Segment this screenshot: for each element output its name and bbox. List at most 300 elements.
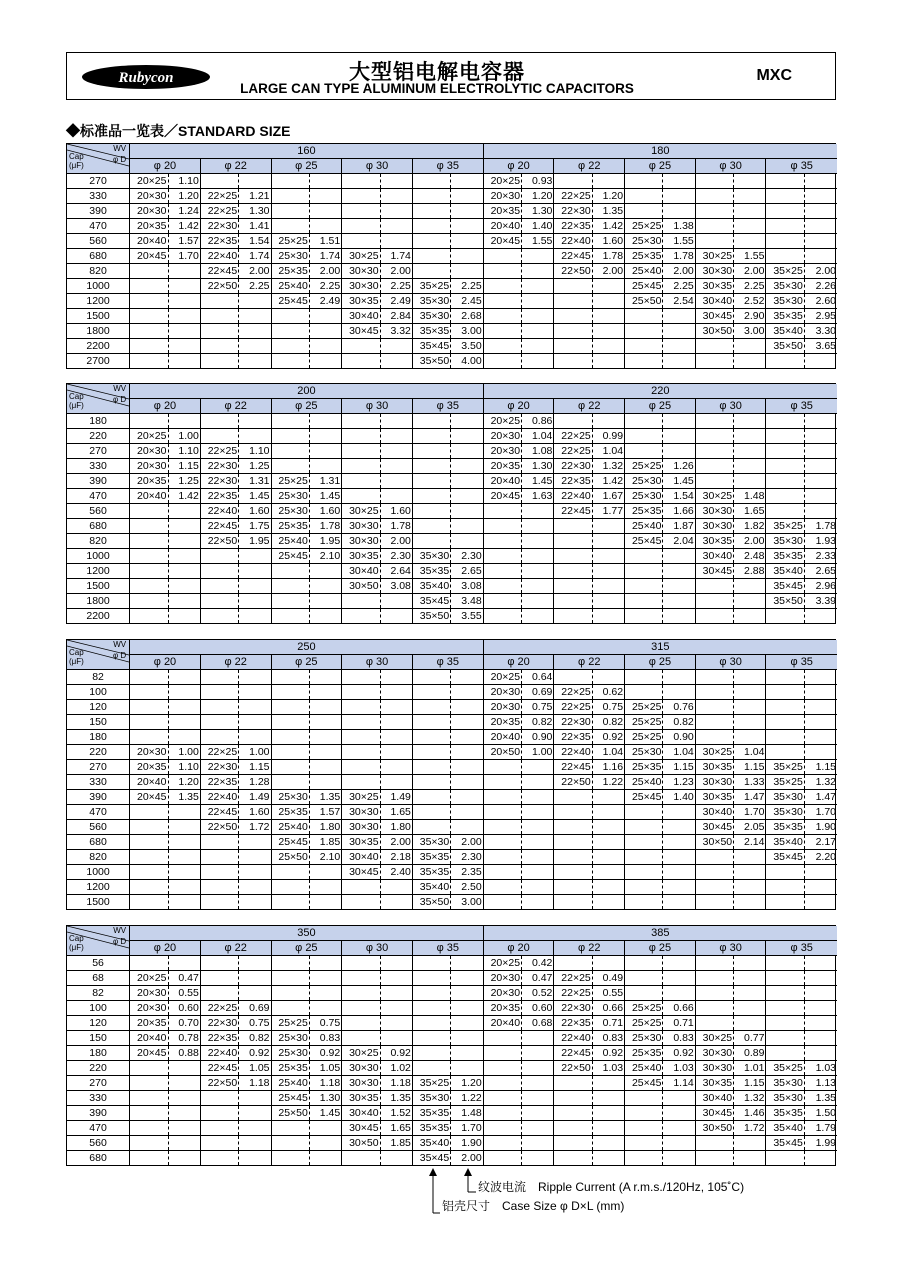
ripple-current-cell	[804, 1031, 837, 1046]
case-size-cell	[695, 1136, 733, 1151]
ripple-current-cell	[168, 805, 200, 820]
case-size-cell	[342, 685, 380, 700]
case-size-cell: 30×30	[342, 805, 380, 820]
capacitance-cell: 180	[67, 1046, 130, 1061]
ripple-current-cell: 1.63	[522, 489, 554, 504]
case-size-cell: 22×45	[554, 1046, 592, 1061]
ripple-current-cell	[522, 835, 554, 850]
ripple-current-cell: 3.00	[451, 324, 483, 339]
ripple-current-cell	[663, 429, 695, 444]
ripple-current-cell	[168, 534, 200, 549]
table-row	[67, 715, 837, 730]
capacitance-cell: 150	[67, 715, 130, 730]
case-size-cell	[271, 354, 309, 369]
case-size-cell: 20×40	[130, 234, 168, 249]
ripple-current-cell	[734, 1136, 766, 1151]
case-size-cell: 35×30	[766, 805, 804, 820]
capacitance-cell: 270	[67, 1076, 130, 1091]
series-code: MXC	[756, 67, 792, 84]
ripple-current-cell	[522, 805, 554, 820]
case-size-cell	[412, 189, 450, 204]
ripple-current-cell	[522, 1121, 554, 1136]
case-size-cell: 22×25	[554, 700, 592, 715]
case-size-cell	[554, 534, 592, 549]
ripple-current-cell: 1.65	[734, 504, 766, 519]
ripple-current-cell	[451, 1016, 483, 1031]
ripple-current-cell	[168, 279, 200, 294]
case-size-cell	[766, 474, 804, 489]
case-size-cell	[554, 835, 592, 850]
ripple-current-cell	[522, 609, 554, 624]
capacitance-cell: 1200	[67, 294, 130, 309]
capacitance-cell: 68	[67, 971, 130, 986]
case-size-cell	[342, 459, 380, 474]
ripple-current-cell	[734, 880, 766, 895]
case-size-cell	[130, 956, 168, 971]
ripple-current-cell	[663, 956, 695, 971]
ripple-current-cell	[451, 459, 483, 474]
capacitance-cell: 1200	[67, 564, 130, 579]
case-size-cell	[695, 715, 733, 730]
case-size-cell	[200, 579, 238, 594]
ripple-current-cell	[522, 564, 554, 579]
case-size-cell: 35×30	[412, 549, 450, 564]
case-size-cell	[625, 189, 663, 204]
ripple-current-cell	[168, 549, 200, 564]
ripple-current-cell	[309, 189, 341, 204]
ripple-current-cell: 1.15	[734, 1076, 766, 1091]
ripple-current-cell: 1.87	[663, 519, 695, 534]
ripple-current-cell	[451, 204, 483, 219]
ripple-current-cell	[239, 850, 271, 865]
case-size-cell	[483, 279, 521, 294]
ripple-current-cell	[451, 790, 483, 805]
diameter-header: φ 25	[625, 655, 696, 670]
case-size-cell	[342, 429, 380, 444]
ripple-current-cell	[522, 1076, 554, 1091]
case-size-cell	[695, 880, 733, 895]
case-size-cell	[412, 971, 450, 986]
table-row	[67, 414, 837, 429]
case-size-cell	[554, 519, 592, 534]
ripple-current-cell	[168, 1091, 200, 1106]
ripple-current-cell	[592, 534, 624, 549]
ripple-current-cell: 1.28	[239, 775, 271, 790]
diameter-header: φ 30	[695, 655, 766, 670]
case-size-cell: 20×50	[483, 745, 521, 760]
ripple-current-cell	[239, 715, 271, 730]
ripple-current-cell	[592, 790, 624, 805]
ripple-current-cell	[592, 835, 624, 850]
ripple-current-cell: 1.80	[380, 820, 412, 835]
ripple-current-cell: 2.49	[380, 294, 412, 309]
ripple-current-cell: 1.55	[663, 234, 695, 249]
ripple-current-cell	[309, 459, 341, 474]
ripple-current-cell	[380, 174, 412, 189]
case-size-cell	[625, 444, 663, 459]
ripple-current-cell	[592, 594, 624, 609]
ripple-current-cell	[592, 294, 624, 309]
case-size-cell: 22×50	[554, 775, 592, 790]
case-size-cell	[200, 835, 238, 850]
table-row	[67, 1121, 837, 1136]
ripple-current-cell: 0.92	[380, 1046, 412, 1061]
ripple-current-cell	[522, 309, 554, 324]
ripple-current-cell: 1.49	[380, 790, 412, 805]
diameter-header: φ 30	[342, 159, 413, 174]
ripple-current-cell: 1.03	[804, 1061, 837, 1076]
case-size-cell	[554, 956, 592, 971]
case-size-cell: 20×30	[483, 189, 521, 204]
case-size-cell: 20×30	[483, 700, 521, 715]
case-size-cell	[695, 174, 733, 189]
case-size-cell	[200, 880, 238, 895]
ripple-current-cell	[309, 174, 341, 189]
ripple-current-cell	[734, 474, 766, 489]
ripple-current-cell: 1.66	[663, 504, 695, 519]
ripple-current-cell: 1.30	[239, 204, 271, 219]
ripple-current-cell	[239, 986, 271, 1001]
case-size-cell	[342, 444, 380, 459]
case-size-cell: 30×35	[695, 279, 733, 294]
ripple-current-cell	[380, 956, 412, 971]
ripple-current-cell: 1.20	[168, 775, 200, 790]
case-size-cell: 35×40	[766, 564, 804, 579]
corner-wv-label: WV	[113, 144, 127, 153]
diameter-header: φ 25	[271, 399, 342, 414]
diameter-header: φ 20	[483, 655, 554, 670]
ripple-current-cell	[592, 850, 624, 865]
case-size-cell	[412, 1061, 450, 1076]
case-size-cell: 22×30	[554, 459, 592, 474]
ripple-current-cell	[734, 594, 766, 609]
case-size-cell	[625, 594, 663, 609]
ripple-current-cell: 1.18	[309, 1076, 341, 1091]
ripple-current-cell	[451, 444, 483, 459]
case-size-cell	[554, 279, 592, 294]
ripple-current-cell	[804, 444, 837, 459]
case-size-cell	[130, 534, 168, 549]
case-size-cell	[271, 609, 309, 624]
ripple-current-cell: 2.54	[663, 294, 695, 309]
case-size-cell	[130, 504, 168, 519]
ripple-current-cell: 0.83	[592, 1031, 624, 1046]
ripple-current-cell: 1.45	[522, 474, 554, 489]
case-size-cell: 22×50	[200, 1076, 238, 1091]
ripple-current-cell	[734, 715, 766, 730]
case-size-cell: 22×45	[200, 805, 238, 820]
legend	[418, 1168, 758, 1218]
ripple-current-cell: 1.14	[663, 1076, 695, 1091]
case-size-cell	[412, 805, 450, 820]
case-size-cell	[271, 685, 309, 700]
ripple-current-cell: 1.57	[309, 805, 341, 820]
ripple-current-cell	[239, 956, 271, 971]
ripple-current-cell	[734, 1001, 766, 1016]
case-size-cell	[483, 1076, 521, 1091]
ripple-current-cell	[522, 534, 554, 549]
case-size-cell: 25×25	[625, 1001, 663, 1016]
ripple-current-cell	[380, 1151, 412, 1166]
ripple-current-cell: 2.40	[380, 865, 412, 880]
ripple-current-cell	[734, 219, 766, 234]
table-row	[67, 504, 837, 519]
ripple-current-cell: 1.25	[239, 459, 271, 474]
ripple-current-cell: 1.22	[592, 775, 624, 790]
ripple-current-cell	[380, 474, 412, 489]
capacitance-cell: 220	[67, 429, 130, 444]
ripple-current-cell	[168, 730, 200, 745]
ripple-current-cell	[309, 444, 341, 459]
ripple-current-cell	[804, 249, 837, 264]
case-size-cell	[130, 549, 168, 564]
ripple-current-cell	[522, 850, 554, 865]
table-row	[67, 850, 837, 865]
table-row	[67, 820, 837, 835]
case-size-cell: 25×25	[271, 234, 309, 249]
case-size-cell	[412, 1046, 450, 1061]
table-row	[67, 174, 837, 189]
ripple-current-cell: 2.00	[804, 264, 837, 279]
ripple-current-cell	[522, 760, 554, 775]
case-size-cell	[695, 414, 733, 429]
case-size-cell: 25×25	[625, 219, 663, 234]
ripple-current-cell	[309, 895, 341, 910]
case-size-cell: 35×35	[412, 564, 450, 579]
ripple-current-cell: 2.95	[804, 309, 837, 324]
ripple-current-cell	[168, 1106, 200, 1121]
ripple-current-cell	[451, 519, 483, 534]
case-size-cell	[200, 354, 238, 369]
ripple-current-cell: 2.00	[309, 264, 341, 279]
case-size-cell	[342, 1031, 380, 1046]
ripple-current-cell	[734, 1151, 766, 1166]
ripple-current-cell: 1.48	[734, 489, 766, 504]
legend-case-size: 铝壳尺寸 Case Size φ D×L (mm)	[442, 1199, 625, 1213]
case-size-cell	[483, 775, 521, 790]
diameter-header: φ 20	[130, 655, 201, 670]
case-size-cell: 20×40	[483, 1016, 521, 1031]
case-size-cell	[271, 174, 309, 189]
ripple-current-cell	[451, 1001, 483, 1016]
case-size-cell: 22×45	[200, 1061, 238, 1076]
case-size-cell: 20×40	[483, 730, 521, 745]
capacitance-cell: 390	[67, 1106, 130, 1121]
diameter-header: φ 25	[625, 159, 696, 174]
case-size-cell	[625, 670, 663, 685]
ripple-current-cell: 0.70	[168, 1016, 200, 1031]
capacitance-cell: 82	[67, 670, 130, 685]
case-size-cell	[695, 986, 733, 1001]
ripple-current-cell: 0.82	[239, 1031, 271, 1046]
case-size-cell: 35×30	[766, 790, 804, 805]
ripple-current-cell: 2.88	[734, 564, 766, 579]
ripple-current-cell	[522, 339, 554, 354]
ripple-current-cell: 1.22	[451, 1091, 483, 1106]
diameter-header: φ 30	[695, 159, 766, 174]
case-size-cell: 35×45	[766, 1136, 804, 1151]
case-size-cell: 20×30	[130, 745, 168, 760]
ripple-current-cell: 2.25	[309, 279, 341, 294]
ripple-current-cell: 3.00	[734, 324, 766, 339]
case-size-cell: 35×45	[766, 850, 804, 865]
case-size-cell: 20×35	[130, 219, 168, 234]
case-size-cell: 22×35	[200, 775, 238, 790]
case-size-cell	[625, 820, 663, 835]
case-size-cell: 30×50	[695, 1121, 733, 1136]
case-size-cell	[271, 219, 309, 234]
case-size-cell	[483, 264, 521, 279]
case-size-cell	[695, 189, 733, 204]
ripple-current-cell	[239, 309, 271, 324]
ripple-current-cell	[522, 249, 554, 264]
case-size-cell: 22×30	[200, 474, 238, 489]
case-size-cell	[412, 986, 450, 1001]
ripple-current-cell	[522, 519, 554, 534]
diameter-header: φ 25	[271, 159, 342, 174]
case-size-cell: 35×25	[766, 775, 804, 790]
table-row	[67, 745, 837, 760]
capacitance-cell: 820	[67, 534, 130, 549]
ripple-current-cell	[451, 504, 483, 519]
ripple-current-cell	[309, 986, 341, 1001]
ripple-current-cell	[309, 414, 341, 429]
table-row	[67, 1046, 837, 1061]
case-size-cell	[554, 1106, 592, 1121]
case-size-cell: 25×40	[271, 820, 309, 835]
case-size-cell	[766, 880, 804, 895]
ripple-current-cell	[804, 745, 837, 760]
capacitance-cell: 470	[67, 489, 130, 504]
ripple-current-cell	[522, 294, 554, 309]
case-size-cell	[412, 760, 450, 775]
ripple-current-cell: 1.42	[592, 474, 624, 489]
capacitance-cell: 330	[67, 1091, 130, 1106]
case-size-cell: 22×25	[200, 444, 238, 459]
ripple-current-cell	[663, 1136, 695, 1151]
case-size-cell: 25×30	[625, 474, 663, 489]
case-size-cell: 35×50	[412, 609, 450, 624]
case-size-cell: 25×40	[625, 775, 663, 790]
capacitance-cell: 820	[67, 264, 130, 279]
case-size-cell: 20×35	[483, 1001, 521, 1016]
ripple-current-cell: 1.78	[380, 519, 412, 534]
case-size-cell: 30×40	[695, 549, 733, 564]
case-size-cell	[200, 715, 238, 730]
case-size-cell: 30×35	[695, 534, 733, 549]
ripple-current-cell	[168, 564, 200, 579]
ripple-current-cell	[734, 189, 766, 204]
case-size-cell	[412, 489, 450, 504]
case-size-cell: 22×25	[554, 971, 592, 986]
ripple-current-cell: 1.30	[522, 204, 554, 219]
case-size-cell	[130, 354, 168, 369]
ripple-current-cell	[663, 1106, 695, 1121]
ripple-current-cell	[522, 1136, 554, 1151]
ripple-current-cell: 0.62	[592, 685, 624, 700]
case-size-cell	[625, 204, 663, 219]
ripple-current-cell	[663, 549, 695, 564]
case-size-cell: 35×30	[412, 294, 450, 309]
case-size-cell: 22×50	[200, 279, 238, 294]
ripple-current-cell	[451, 249, 483, 264]
ripple-current-cell	[239, 429, 271, 444]
ripple-current-cell	[451, 234, 483, 249]
case-size-cell	[695, 865, 733, 880]
ripple-current-cell	[663, 579, 695, 594]
case-size-cell	[200, 971, 238, 986]
ripple-current-cell: 1.77	[592, 504, 624, 519]
case-size-cell	[130, 609, 168, 624]
ripple-current-cell	[804, 189, 837, 204]
ripple-current-cell	[804, 204, 837, 219]
ripple-current-cell: 1.32	[592, 459, 624, 474]
case-size-cell	[766, 204, 804, 219]
ripple-current-cell	[168, 820, 200, 835]
case-size-cell	[766, 1031, 804, 1046]
case-size-cell: 22×30	[554, 715, 592, 730]
case-size-cell	[271, 730, 309, 745]
case-size-cell	[130, 309, 168, 324]
case-size-cell: 35×40	[766, 1121, 804, 1136]
case-size-cell: 22×45	[554, 249, 592, 264]
case-size-cell: 22×40	[200, 249, 238, 264]
case-size-cell	[483, 549, 521, 564]
case-size-cell	[200, 609, 238, 624]
ripple-current-cell: 1.60	[309, 504, 341, 519]
ripple-current-cell	[804, 234, 837, 249]
ripple-current-cell: 0.77	[734, 1031, 766, 1046]
ripple-current-cell: 1.78	[804, 519, 837, 534]
case-size-cell	[483, 1046, 521, 1061]
case-size-cell	[483, 1106, 521, 1121]
ripple-current-cell: 1.78	[663, 249, 695, 264]
case-size-cell: 25×45	[271, 549, 309, 564]
ripple-current-cell	[804, 1001, 837, 1016]
case-size-cell	[766, 986, 804, 1001]
ripple-current-cell: 1.57	[168, 234, 200, 249]
case-size-cell	[271, 459, 309, 474]
ripple-current-cell	[592, 1076, 624, 1091]
case-size-cell	[271, 971, 309, 986]
table-row	[67, 534, 837, 549]
case-size-cell	[554, 174, 592, 189]
case-size-cell: 30×40	[695, 1091, 733, 1106]
table-row	[67, 219, 837, 234]
case-size-cell	[200, 324, 238, 339]
ripple-current-cell	[592, 354, 624, 369]
case-size-cell	[412, 700, 450, 715]
ripple-current-cell	[451, 1061, 483, 1076]
case-size-cell	[766, 1001, 804, 1016]
ripple-current-cell	[309, 760, 341, 775]
ripple-current-cell: 0.60	[168, 1001, 200, 1016]
case-size-cell	[695, 850, 733, 865]
case-size-cell	[483, 504, 521, 519]
ripple-current-cell: 3.48	[451, 594, 483, 609]
case-size-cell: 35×50	[412, 895, 450, 910]
ripple-current-cell: 1.18	[380, 1076, 412, 1091]
ripple-current-cell	[663, 414, 695, 429]
case-size-cell	[554, 820, 592, 835]
ripple-current-cell: 4.00	[451, 354, 483, 369]
ripple-current-cell: 0.68	[522, 1016, 554, 1031]
ripple-current-cell: 2.30	[451, 549, 483, 564]
case-size-cell: 30×30	[695, 1046, 733, 1061]
case-size-cell: 20×30	[483, 429, 521, 444]
capacitance-cell: 560	[67, 820, 130, 835]
ripple-current-cell: 1.10	[168, 444, 200, 459]
